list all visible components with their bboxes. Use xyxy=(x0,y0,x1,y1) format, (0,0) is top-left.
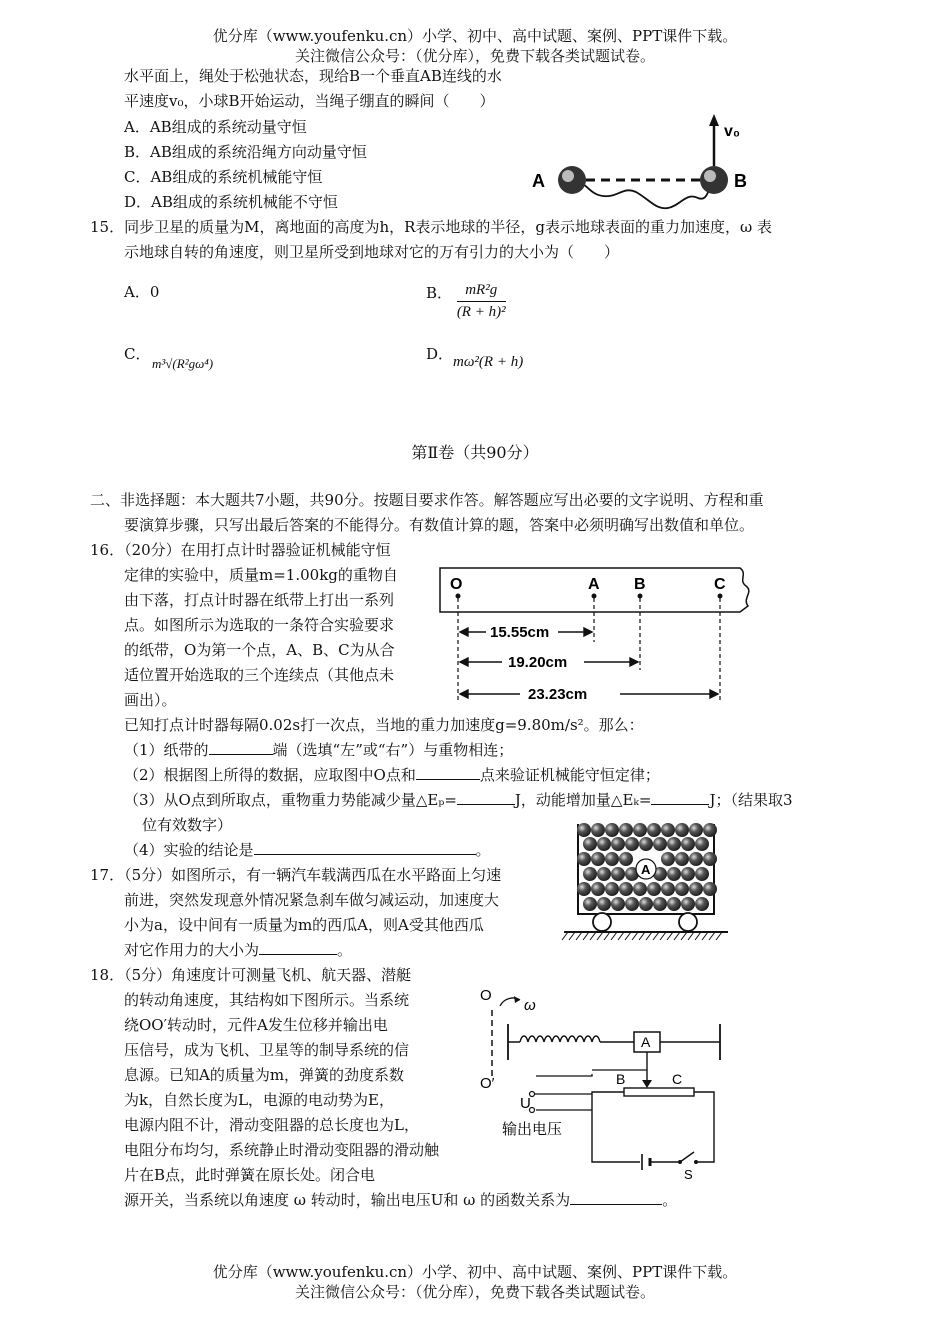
point-o-label: O xyxy=(450,576,463,593)
q14-stem-2: 平速度v₀，小球B开始运动，当绳子绷直的瞬间（ ） xyxy=(124,92,495,110)
distance-oc-label: 23.23cm xyxy=(528,686,588,703)
watermelon xyxy=(619,882,633,896)
axis-o-label: O xyxy=(480,987,492,1004)
watermelon xyxy=(611,867,625,881)
hatch-mark xyxy=(716,932,722,940)
watermelon xyxy=(689,823,703,837)
watermelon xyxy=(605,882,619,896)
watermelon xyxy=(681,867,695,881)
point-c-label: C xyxy=(714,576,726,593)
q14-balls-rope-figure xyxy=(528,112,768,217)
spring xyxy=(520,1036,600,1042)
q18-line-8: 电阻分布均匀，系统静止时滑动变阻器的滑动触 xyxy=(124,1141,440,1159)
option-b-fraction xyxy=(457,282,506,321)
watermelon xyxy=(703,882,717,896)
watermelon xyxy=(703,852,717,866)
answer-blank[interactable] xyxy=(416,763,480,780)
hatch-mark xyxy=(660,932,666,940)
q16-sub-4: （4）实验的结论是 。 xyxy=(124,838,491,863)
watermelon xyxy=(661,823,675,837)
q15-option-a: A．0 xyxy=(124,283,160,301)
hatch-mark xyxy=(632,932,638,940)
hatch-mark xyxy=(709,932,715,940)
q15-option-d-expr: mω²(R + h) xyxy=(453,354,524,370)
watermelon xyxy=(577,852,591,866)
hatch-mark xyxy=(667,932,673,940)
watermelon xyxy=(675,882,689,896)
footer-line-2: 关注微信公众号：（优分库），免费下载各类试题试卷。 xyxy=(294,1283,655,1301)
watermelon xyxy=(675,823,689,837)
point-c-label: C xyxy=(672,1071,683,1087)
q16-line-3: 由下落，打点计时器在纸带上打出一系列 xyxy=(124,591,395,609)
watermelon xyxy=(667,867,681,881)
watermelon xyxy=(639,897,653,911)
dot-b xyxy=(638,594,643,599)
distance-ob-label: 19.20cm xyxy=(508,654,568,671)
hatch-mark xyxy=(597,932,603,940)
hatch-mark xyxy=(702,932,708,940)
watermelon xyxy=(681,837,695,851)
hatch-mark xyxy=(646,932,652,940)
output-voltage-label: 输出电压 xyxy=(502,1121,563,1138)
watermelon xyxy=(611,837,625,851)
switch-s xyxy=(680,1152,694,1162)
watermelon xyxy=(591,823,605,837)
q17-line-2: 前进，突然发现意外情况紧急刹车做匀减运动，加速度大 xyxy=(124,891,500,909)
watermelon xyxy=(667,837,681,851)
watermelon-a-label: A xyxy=(641,862,651,877)
q17-line-3: 小为a，设中间有一质量为m的西瓜A，则A受其他西瓜 xyxy=(124,916,484,934)
q17-watermelon-cart-figure xyxy=(564,822,728,950)
q16-line-4: 点。如图所示为选取的一条符合实验要求 xyxy=(124,616,395,634)
answer-blank[interactable] xyxy=(259,938,337,955)
q14-option-b: B．AB组成的系统沿绳方向动量守恒 xyxy=(124,143,367,161)
q16-line-1: 16．（20分）在用打点计时器验证机械能守恒 xyxy=(90,541,391,559)
hatch-mark xyxy=(653,932,659,940)
point-a-label: A xyxy=(588,576,600,593)
q16-sub-3-cont: 位有效数字） xyxy=(142,816,233,834)
hatch-mark xyxy=(639,932,645,940)
q14-stem-1: 水平面上，绳处于松弛状态，现给B一个垂直AB连线的水 xyxy=(124,67,502,85)
distance-oa-label: 15.55cm xyxy=(490,624,550,641)
watermelon xyxy=(591,882,605,896)
cart-wheel-left xyxy=(593,913,611,931)
hatch-mark xyxy=(681,932,687,940)
point-b-label: B xyxy=(634,576,646,593)
q15-stem-1: 15．同步卫星的质量为M，离地面的高度为h，R表示地球的半径，g表示地球表面的重力加速度，ω 表 xyxy=(90,218,773,236)
q16-sub-2: （2）根据图上所得的数据，应取图中O点和 点来验证机械能守恒定律； xyxy=(124,763,660,788)
hatch-mark xyxy=(562,932,568,940)
header-line-1: 优分库（www.youfenku.cn）小学、初中、高中试题、案例、PPT课件下载。 xyxy=(212,27,738,45)
hatch-mark xyxy=(625,932,631,940)
q15-option-c-label: C． xyxy=(124,345,151,363)
watermelon xyxy=(591,852,605,866)
watermelon xyxy=(681,897,695,911)
q18-line-10: 源开关，当系统以角速度 ω 转动时，输出电压U和 ω 的函数关系为 。 xyxy=(124,1188,677,1213)
watermelon xyxy=(667,897,681,911)
answer-blank[interactable] xyxy=(254,838,476,855)
watermelon xyxy=(597,867,611,881)
watermelon xyxy=(619,852,633,866)
watermelon xyxy=(661,882,675,896)
watermelon xyxy=(583,837,597,851)
q16-line-5: 的纸带，O为第一个点，A、B、C为从合 xyxy=(124,641,395,659)
hatch-mark xyxy=(576,932,582,940)
cart-wheel-right xyxy=(679,913,697,931)
answer-blank[interactable] xyxy=(651,788,709,805)
q18-line-7: 电源内阻不计，滑动变阻器的总长度也为L， xyxy=(124,1116,419,1134)
watermelon xyxy=(577,882,591,896)
watermelon xyxy=(619,823,633,837)
ball-b-label: B xyxy=(734,171,747,191)
watermelon xyxy=(695,897,709,911)
slack-rope xyxy=(572,180,714,208)
watermelon xyxy=(605,852,619,866)
watermelon xyxy=(633,882,647,896)
q14-option-c: C．AB组成的系统机械能守恒 xyxy=(124,168,323,186)
answer-blank[interactable] xyxy=(570,1188,662,1205)
watermelon xyxy=(675,852,689,866)
q16-given: 已知打点计时器每隔0.02s打一次点，当地的重力加速度g=9.80m/s²。那么： xyxy=(124,716,644,734)
hatch-mark xyxy=(611,932,617,940)
answer-blank[interactable] xyxy=(209,738,273,755)
answer-blank[interactable] xyxy=(457,788,515,805)
q18-line-4: 压信号，成为飞机、卫星等的制导系统的信 xyxy=(124,1041,410,1059)
watermelon xyxy=(597,897,611,911)
watermelon xyxy=(695,837,709,851)
hatch-mark xyxy=(618,932,624,940)
dot-c xyxy=(718,594,723,599)
q18-line-9: 片在B点，此时弹簧在原长处。闭合电 xyxy=(124,1166,376,1184)
q16-line-6: 适位置开始选取的三个连续点（其他点未 xyxy=(124,666,395,684)
point-b-label: B xyxy=(616,1071,626,1087)
watermelon xyxy=(625,897,639,911)
watermelon xyxy=(583,897,597,911)
watermelon xyxy=(695,867,709,881)
watermelon xyxy=(605,823,619,837)
watermelon xyxy=(653,897,667,911)
v0-label: v₀ xyxy=(724,123,741,140)
q16-sub-3: （3）从O点到所取点，重物重力势能减少量△Eₚ= J，动能增加量△Eₖ= J；（结果取3 xyxy=(124,788,793,813)
watermelon xyxy=(625,837,639,851)
q18-line-1: 18．（5分）角速度计可测量飞机、航天器、潜艇 xyxy=(90,966,412,984)
rheostat xyxy=(624,1088,694,1096)
hatch-mark xyxy=(569,932,575,940)
hatch-mark xyxy=(688,932,694,940)
hatch-mark xyxy=(583,932,589,940)
hatch-mark xyxy=(590,932,596,940)
watermelon xyxy=(653,837,667,851)
ball-a-label: A xyxy=(532,171,545,191)
q14-option-a: A．AB组成的系统动量守恒 xyxy=(124,118,307,136)
q14-option-d: D．AB组成的系统机械能不守恒 xyxy=(124,193,338,211)
watermelon xyxy=(611,897,625,911)
watermelon xyxy=(703,823,717,837)
q18-line-3: 绕OO′转动时，元件A发生位移并输出电 xyxy=(124,1016,388,1034)
watermelon xyxy=(577,823,591,837)
watermelon xyxy=(633,823,647,837)
watermelon xyxy=(647,823,661,837)
section-2-intro-1: 二、非选择题：本大题共7小题，共90分。按题目要求作答。解答题应写出必要的文字说明、方程和重 xyxy=(90,491,764,509)
fraction-numerator: mR²g xyxy=(457,282,506,302)
watermelon xyxy=(597,837,611,851)
switch-s-label: S xyxy=(684,1167,693,1182)
dot-o xyxy=(456,594,461,599)
q18-line-5: 息源。已知A的质量为m，弹簧的劲度系数 xyxy=(124,1066,405,1084)
section-2-intro-2: 要演算步骤，只写出最后答案的不能得分。有数值计算的题，答案中必须明确写出数值和单位。 xyxy=(124,516,755,534)
hatch-mark xyxy=(674,932,680,940)
header-line-2: 关注微信公众号：（优分库），免费下载各类试题试卷。 xyxy=(294,47,655,65)
footer-line-1: 优分库（www.youfenku.cn）小学、初中、高中试题、案例、PPT课件下载。 xyxy=(212,1263,738,1281)
q18-line-2: 的转动角速度，其结构如下图所示。当系统 xyxy=(124,991,410,1009)
axis-o-prime-label: O′ xyxy=(480,1075,495,1092)
watermelon xyxy=(647,882,661,896)
section-2-title: 第Ⅱ卷（共90分） xyxy=(411,443,539,462)
q15-option-c-expr: m³√(R²gω⁴) xyxy=(152,356,214,371)
q17-line-4: 对它作用力的大小为 。 xyxy=(124,938,352,963)
q18-line-6: 为k，自然长度为L，电源的电动势为E， xyxy=(124,1091,395,1109)
q15-option-b: B． $\frac{\text{mR²g}}{\text{(R + h)²}}$ xyxy=(426,282,506,320)
voltage-u-label: U xyxy=(520,1095,531,1112)
q18-angular-velocity-meter-figure xyxy=(474,984,734,1182)
fraction-denominator: (R + h)² xyxy=(456,304,506,320)
watermelon xyxy=(689,852,703,866)
q17-line-1: 17．（5分）如图所示，有一辆汽车载满西瓜在水平路面上匀速 xyxy=(90,866,502,884)
element-a-label: A xyxy=(641,1034,651,1050)
q16-line-2: 定律的实验中，质量m=1.00kg的重物自 xyxy=(124,566,398,584)
dot-a xyxy=(592,594,597,599)
omega-label: ω xyxy=(524,997,536,1014)
velocity-arrowhead xyxy=(709,114,719,126)
q15-option-d-label: D． xyxy=(426,345,454,363)
q16-paper-tape-figure xyxy=(436,562,762,710)
q16-line-7: 画出）。 xyxy=(124,691,177,709)
q15-stem-2: 示地球自转的角速度，则卫星所受到地球对它的万有引力的大小为（ ） xyxy=(124,243,620,261)
hatch-mark xyxy=(604,932,610,940)
ground-hatching xyxy=(562,932,722,940)
watermelon xyxy=(583,867,597,881)
hatch-mark xyxy=(695,932,701,940)
watermelon xyxy=(639,837,653,851)
watermelon xyxy=(661,852,675,866)
q16-sub-1: （1）纸带的 端（选填“左”或“右”）与重物相连； xyxy=(124,738,513,763)
watermelon xyxy=(689,882,703,896)
